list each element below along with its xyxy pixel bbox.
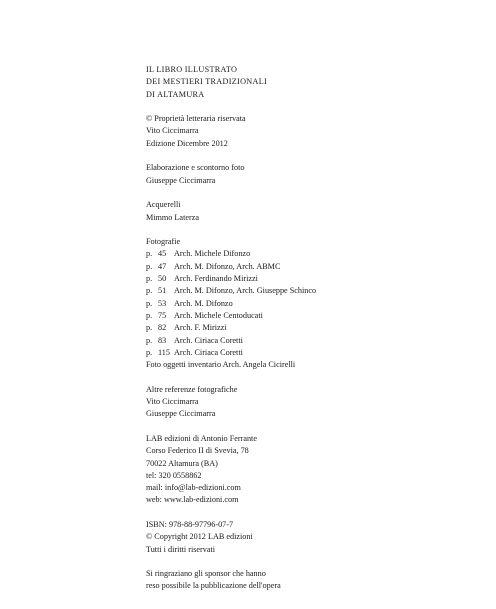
rights-reserved-line: Tutti i diritti riservati xyxy=(146,544,216,554)
photo-credit-row xyxy=(146,310,476,322)
edition-line: Edizione Dicembre 2012 xyxy=(146,138,228,148)
thanks-line: Si ringraziano gli sponsor che hanno xyxy=(146,569,266,579)
thanks-block xyxy=(146,568,476,593)
isbn-line: ISBN: 978-88-97796-07-7 xyxy=(146,519,234,529)
page-number: 50 xyxy=(158,274,167,284)
other-credits-label: Altre referenze fotografiche xyxy=(146,384,238,394)
copyright-line: © Copyright 2012 LAB edizioni xyxy=(146,532,253,542)
publisher-email: mail: info@lab-edizioni.com xyxy=(146,483,241,493)
other-credits-name: Giuseppe Ciccimarra xyxy=(146,409,216,419)
photo-credit-row xyxy=(146,347,476,359)
photo-credit-row xyxy=(146,322,476,334)
author-line: Vito Ciccimarra xyxy=(146,126,199,136)
photo-credit: Arch. M. Difonzo, Arch. ABMC xyxy=(174,261,281,271)
photo-credit: Arch. Ciriaca Coretti xyxy=(174,347,243,357)
title-line: IL LIBRO ILLUSTRATO xyxy=(146,65,238,74)
page-number: 83 xyxy=(158,335,167,345)
title-line: DEI MESTIERI TRADIZIONALI xyxy=(146,77,268,87)
page-number: 115 xyxy=(158,347,170,357)
page-prefix: p. xyxy=(146,249,153,259)
title-line: DI ALTAMURA xyxy=(146,89,205,99)
publisher-name: LAB edizioni di Antonio Ferrante xyxy=(146,433,257,443)
photo-credit-row xyxy=(146,285,476,297)
page-prefix: p. xyxy=(146,347,153,357)
watercolors-label: Acquerelli xyxy=(146,200,181,210)
page-number: 82 xyxy=(158,323,167,333)
photo-credit: Arch. Michele Difonzo xyxy=(174,249,251,259)
other-photo-credits-block xyxy=(146,384,476,421)
page-prefix: p. xyxy=(146,335,153,345)
page-prefix: p. xyxy=(146,310,153,320)
book-title xyxy=(146,64,476,101)
publisher-city: 70022 Altamura (BA) xyxy=(146,458,218,468)
publisher-address: Corso Federico II di Svevia, 78 xyxy=(146,446,249,456)
photo-credit: Arch. Ferdinando Mirizzi xyxy=(174,274,258,284)
page-prefix: p. xyxy=(146,261,153,271)
rights-block xyxy=(146,113,476,150)
photo-processing-name: Giuseppe Ciccimarra xyxy=(146,175,216,185)
watercolors-name: Mimmo Laterza xyxy=(146,212,199,222)
page-number: 45 xyxy=(158,249,167,259)
isbn-block xyxy=(146,519,476,556)
page-number: 51 xyxy=(158,286,167,296)
page-number: 47 xyxy=(158,261,167,271)
page-prefix: p. xyxy=(146,286,153,296)
photo-processing-label: Elaborazione e scontorno foto xyxy=(146,163,245,173)
colophon-page xyxy=(146,64,476,593)
photo-credit: Arch. Ciriaca Coretti xyxy=(174,335,243,345)
photo-credit-row xyxy=(146,248,476,260)
photo-processing-block xyxy=(146,162,476,187)
thanks-line: reso possibile la pubblicazione dell'opera xyxy=(146,581,281,591)
photo-credit: Arch. M. Difonzo xyxy=(174,298,233,308)
photo-credit-row xyxy=(146,261,476,273)
page-prefix: p. xyxy=(146,323,153,333)
photo-credit-row xyxy=(146,298,476,310)
page-number: 75 xyxy=(158,310,167,320)
publisher-phone: tel: 320 0558862 xyxy=(146,470,202,480)
photo-credit: Arch. F. Mirizzi xyxy=(174,323,227,333)
publisher-website: web: www.lab-edizioni.com xyxy=(146,495,239,505)
page-prefix: p. xyxy=(146,298,153,308)
watercolors-block xyxy=(146,199,476,224)
objects-photo-credit: Foto oggetti inventario Arch. Angela Cicirelli xyxy=(146,360,296,370)
photo-credit-row xyxy=(146,273,476,285)
publisher-block xyxy=(146,433,476,507)
photographs-block xyxy=(146,236,476,371)
page-prefix: p. xyxy=(146,274,153,284)
page-number: 53 xyxy=(158,298,167,308)
photographs-heading: Fotografie xyxy=(146,237,181,247)
rights-line: © Proprietà letteraria riservata xyxy=(146,114,246,124)
photo-credit: Arch. Michele Centoducati xyxy=(174,310,263,320)
other-credits-name: Vito Ciccimarra xyxy=(146,397,199,407)
photo-credit: Arch. M. Difonzo, Arch. Giuseppe Schinco xyxy=(174,286,317,296)
photo-credit-row xyxy=(146,335,476,347)
